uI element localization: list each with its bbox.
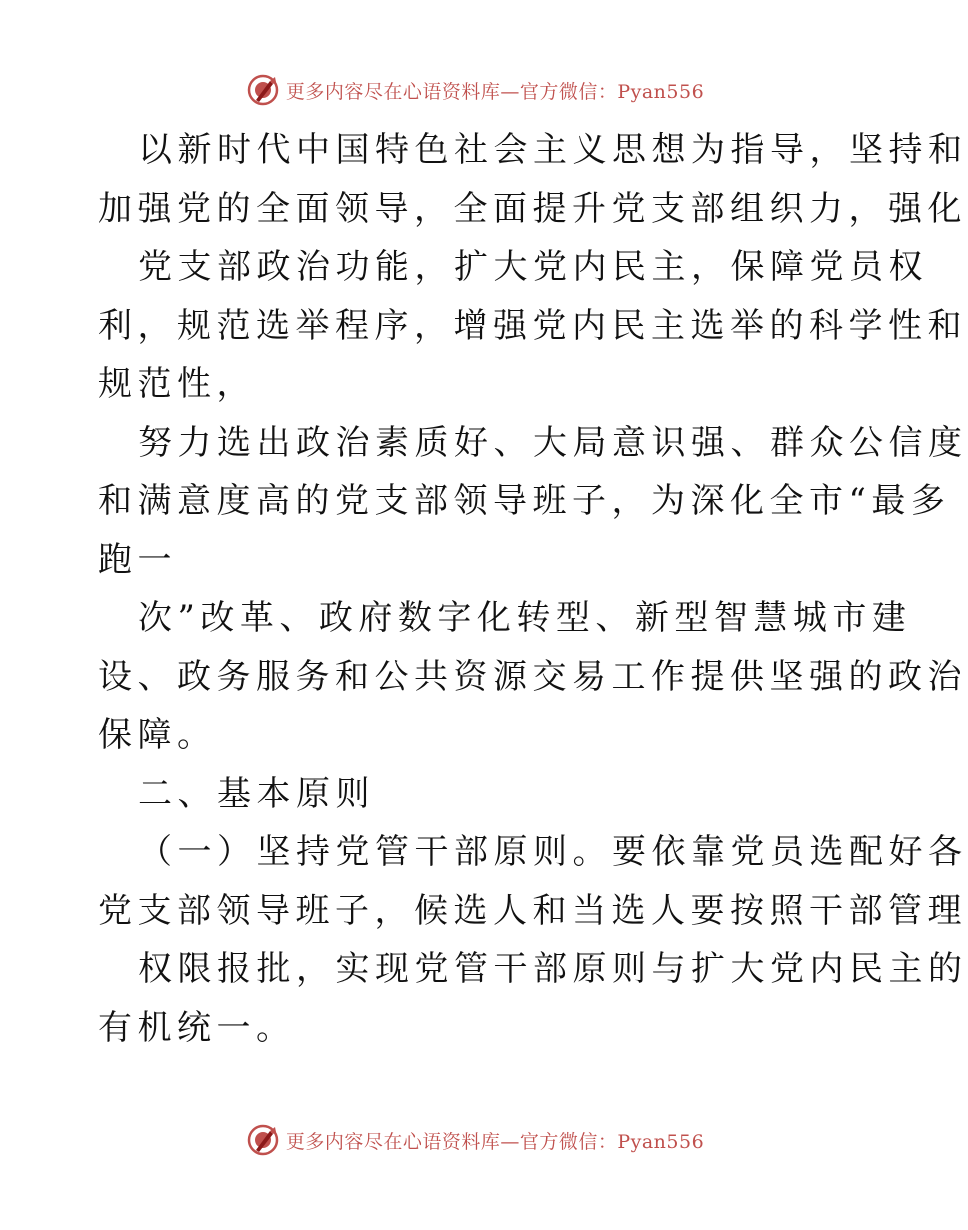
text-line: 利，规范选举程序，增强党内民主选举的科学性和 — [98, 305, 967, 346]
watermark-text: 更多内容尽在心语资料库—官方微信：Pyan556 — [285, 80, 705, 103]
text-line: 有机统一。 — [98, 1007, 296, 1048]
text-line: 以新时代中国特色社会主义思想为指导，坚持和 — [138, 130, 968, 170]
section-heading: 二、基本原则 — [138, 773, 375, 814]
text-line: 次”改革、政府数字化转型、新型智慧城市建 — [138, 598, 912, 638]
text-line: 规范性， — [98, 364, 256, 404]
footer-watermark-banner — [0, 1120, 950, 1160]
pen-nib-logo-icon — [246, 1123, 280, 1157]
pen-nib-logo-icon — [246, 73, 280, 107]
document-body — [98, 121, 968, 1057]
text-line: 权限报批，实现党管干部原则与扩大党内民主的 — [138, 949, 968, 989]
text-line: 和满意度高的党支部领导班子，为深化全市“最多 — [98, 481, 951, 521]
text-line: 设、政务服务和公共资源交易工作提供坚强的政治 — [98, 656, 967, 697]
text-line: （一）坚持党管干部原则。要依靠党员选配好各 — [138, 832, 968, 872]
text-line: 党支部领导班子，候选人和当选人要按照干部管理 — [98, 890, 967, 931]
text-line: 加强党的全面领导，全面提升党支部组织力，强化 — [98, 188, 967, 229]
watermark-text: 更多内容尽在心语资料库—官方微信：Pyan556 — [285, 1130, 705, 1153]
text-line: 保障。 — [98, 715, 217, 755]
text-line: 党支部政治功能，扩大党内民主，保障党员权 — [138, 247, 928, 287]
text-line: 努力选出政治素质好、大局意识强、群众公信度 — [138, 422, 968, 463]
header-watermark-banner — [0, 70, 950, 110]
text-line: 跑一 — [98, 539, 177, 580]
